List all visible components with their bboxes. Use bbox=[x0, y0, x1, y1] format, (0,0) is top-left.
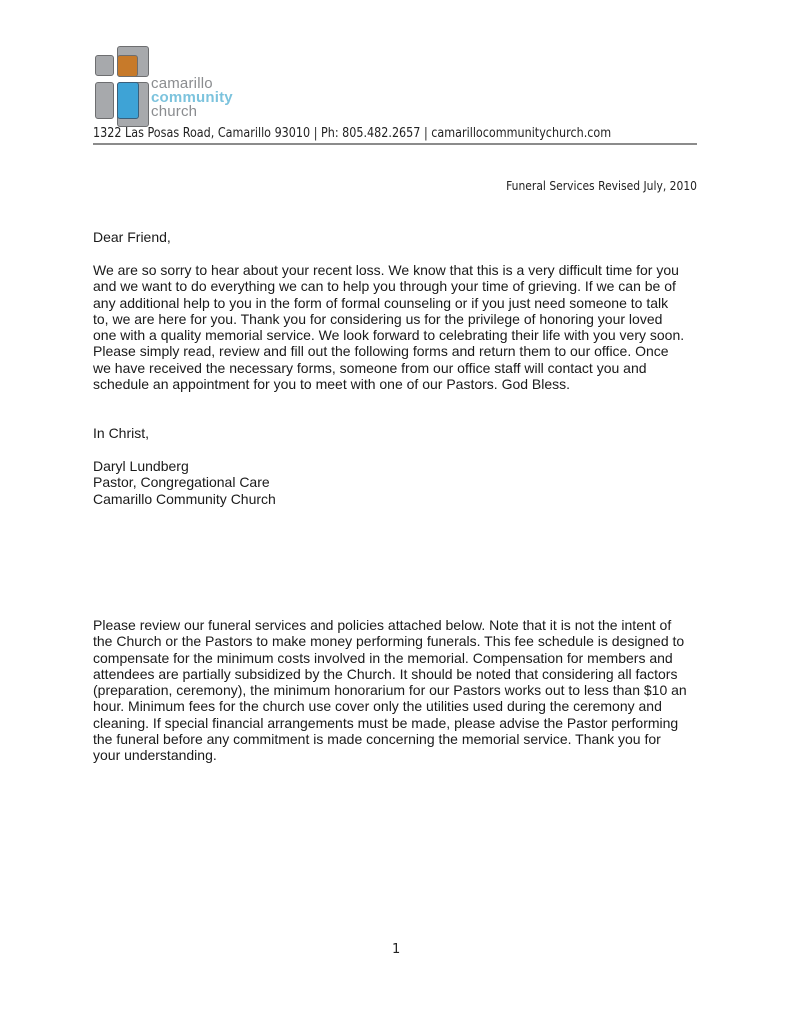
logo-orange-block-icon bbox=[117, 55, 138, 77]
paragraph-line: schedule an appointment for you to meet with one of our Pastors. God Bless. bbox=[93, 376, 571, 393]
paragraph-line: compensate for the minimum costs involved in the memorial. Compensation for members and bbox=[93, 649, 673, 666]
paragraph-policies bbox=[93, 617, 687, 764]
logo-word-church: church bbox=[151, 103, 198, 120]
logo-block-icon bbox=[95, 55, 114, 76]
paragraph-line: any additional help to you in the form of formal counseling or if you just need someone to talk bbox=[93, 294, 669, 311]
signature-block bbox=[93, 458, 276, 507]
logo-word-community: community bbox=[151, 89, 233, 106]
paragraph-line: Please review our funeral services and policies attached below. Note that it is not the intent of bbox=[93, 617, 672, 633]
revised-note: Funeral Services Revised July, 2010 bbox=[506, 178, 697, 193]
paragraph-line: to, we are here for you. Thank you for considering us for the privilege of honoring your loved bbox=[93, 310, 663, 327]
logo-word-camarillo: camarillo bbox=[151, 75, 213, 92]
logo-block-icon bbox=[95, 82, 114, 119]
paragraph-line: (preparation, ceremony), the minimum honorarium for our Pastors works out to less than $10 an bbox=[93, 682, 687, 699]
paragraph-line: the funeral before any commitment is made concerning the memorial service. Thank you for bbox=[93, 731, 661, 748]
paragraph-line: one with a quality memorial service. We look forward to celebrating their life with you very soon. bbox=[93, 327, 685, 344]
salutation: Dear Friend, bbox=[93, 229, 171, 245]
paragraph-line: Please simply read, review and fill out the following forms and return them to our office. Once bbox=[93, 343, 669, 360]
paragraph-line: the Church or the Pastors to make money performing funerals. This fee schedule is designed to bbox=[93, 633, 685, 650]
paragraph-line: your understanding. bbox=[93, 747, 217, 764]
church-logo bbox=[94, 45, 254, 130]
paragraph-line: attendees are partially subsidized by the Church. It should be noted that considering all factors bbox=[93, 665, 678, 682]
paragraph-line: cleaning. If special financial arrangements must be made, please advise the Pastor performing bbox=[93, 714, 679, 731]
signature-name: Daryl Lundberg bbox=[93, 458, 189, 474]
logo-blue-block-icon bbox=[117, 82, 139, 119]
paragraph-line: hour. Minimum fees for the church use cover only the utilities used during the ceremony and bbox=[93, 698, 662, 715]
header-divider bbox=[93, 143, 697, 145]
paragraph-line: and we want to do everything we can to help you through your time of grieving. If we can be of bbox=[93, 278, 676, 295]
signature-organization: Camarillo Community Church bbox=[93, 490, 276, 507]
closing: In Christ, bbox=[93, 425, 150, 441]
paragraph-intro bbox=[93, 262, 684, 392]
page-number: 1 bbox=[392, 942, 401, 957]
contact-line: 1322 Las Posas Road, Camarillo 93010 | Ph: 805.482.2657 | camarillocommunitychurch.com bbox=[93, 126, 612, 141]
signature-title: Pastor, Congregational Care bbox=[93, 474, 270, 491]
paragraph-line: We are so sorry to hear about your recent loss. We know that this is a very difficult time for you bbox=[93, 262, 679, 278]
paragraph-line: we have received the necessary forms, someone from our office staff will contact you and bbox=[93, 359, 647, 376]
